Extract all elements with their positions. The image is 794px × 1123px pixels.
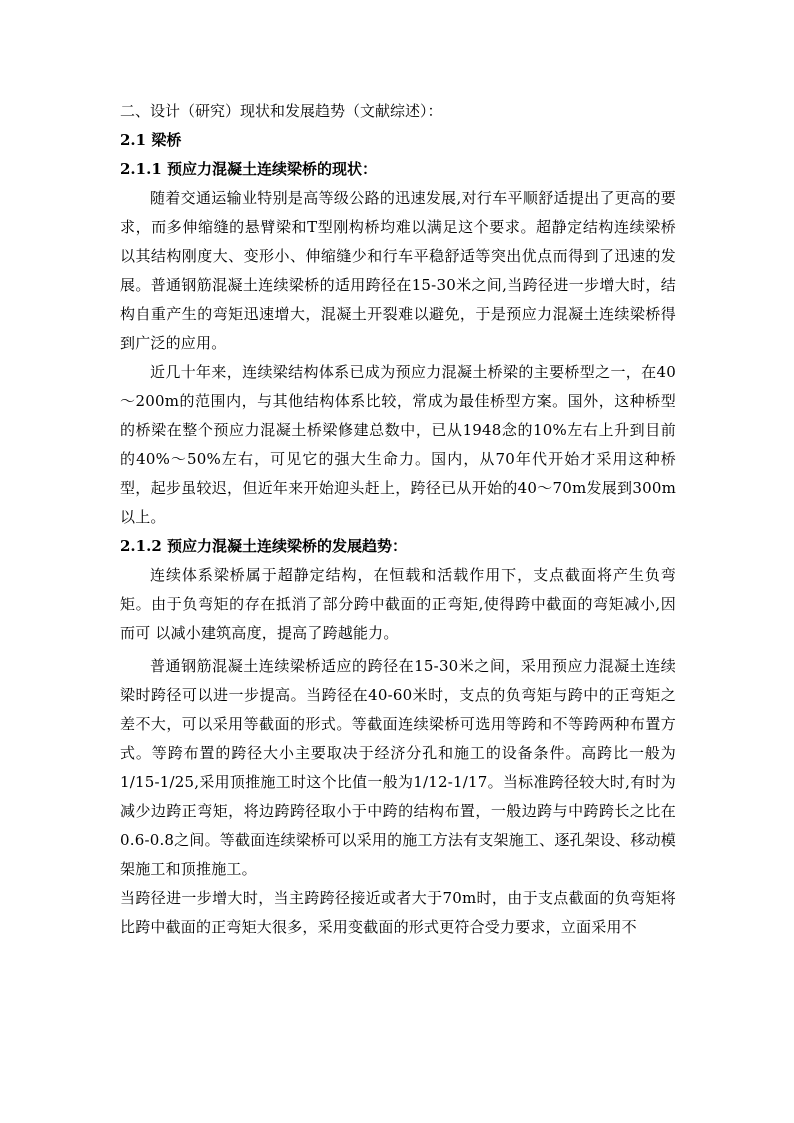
section-title: 二、设计（研究）现状和发展趋势（文献综述）： [120,102,443,120]
paragraph-current-status: 随着交通运输业特别是高等级公路的迅速发展,对行车平顺舒适提出了更高的要求，而多伸缩缝的悬臂梁和T型刚构桥均难以满足这个要求。超静定结构连续梁桥以其结构刚度大、变形小、伸缩缝少和行车平稳舒适等突出优点而得到了迅速的发展。普通钢筋混凝土连续梁桥的适用跨径在15-30米之间,当跨径进一步增大时，结构自重产生的弯矩迅速增大，混凝土开裂难以避免，于是预应力混凝土连续梁桥得到广泛的应用。 [120,189,676,352]
paragraph-span-range: 普通钢筋混凝土连续梁桥适应的跨径在15-30米之间，采用预应力混凝土连续梁时跨径可以进一步提高。当跨径在40-60米时，支点的负弯矩与跨中的正弯矩之差不大，可以采用等截面的形式。等截面连续梁桥可选用等跨和不等跨两种布置方式。等跨布置的跨径大小主要取决于经济分孔和施工的设备条件。高跨比一般为1/15-1/25,采用顶推施工时这个比值一般为1/12-1/17。当标准跨径较大时,有时为减少边跨正弯矩，将边跨跨径取小于中跨的结构布置，一般边跨与中跨跨长之比在0.6-0.8之间。等截面连续梁桥可以采用的施工方法有支架施工、逐孔架设、移动模架施工和顶推施工。 [120,657,676,878]
heading-2-1: 2.1 梁桥 [120,131,182,149]
heading-2-1-1: 2.1.1 预应力混凝土连续梁桥的现状： [120,160,377,178]
paragraph-development-history: 近几十年来，连续梁结构体系已成为预应力混凝土桥梁的主要桥型之一，在40～200m的范围内，与其他结构体系比较，常成为最佳桥型方案。国外，这种桥型的桥梁在整个预应力混凝土桥梁修建总数中，已从1948念的10%左右上升到目前的40%～50%左右，可见它的强大生命力。国内，从70年代开始才采用这种桥型，起步虽较迟，但近年来开始迎头赶上，跨径已从开始的40～70m发展到300m以上。 [120,363,676,526]
paragraph-variable-section: 当跨径进一步增大时，当主跨跨径接近或者大于70m时，由于支点截面的负弯矩将比跨中截面的正弯矩大很多，采用变截面的形式更符合受力要求，立面采用不 [120,889,676,936]
document-body [120,97,676,942]
heading-2-1-2: 2.1.2 预应力混凝土连续梁桥的发展趋势： [120,537,407,555]
paragraph-continuous-system: 连续体系梁桥属于超静定结构，在恒载和活载作用下，支点截面将产生负弯矩。由于负弯矩的存在抵消了部分跨中截面的正弯矩,使得跨中截面的弯矩减小,因而可 以减小建筑高度，提高了跨越能力。 [120,566,676,642]
